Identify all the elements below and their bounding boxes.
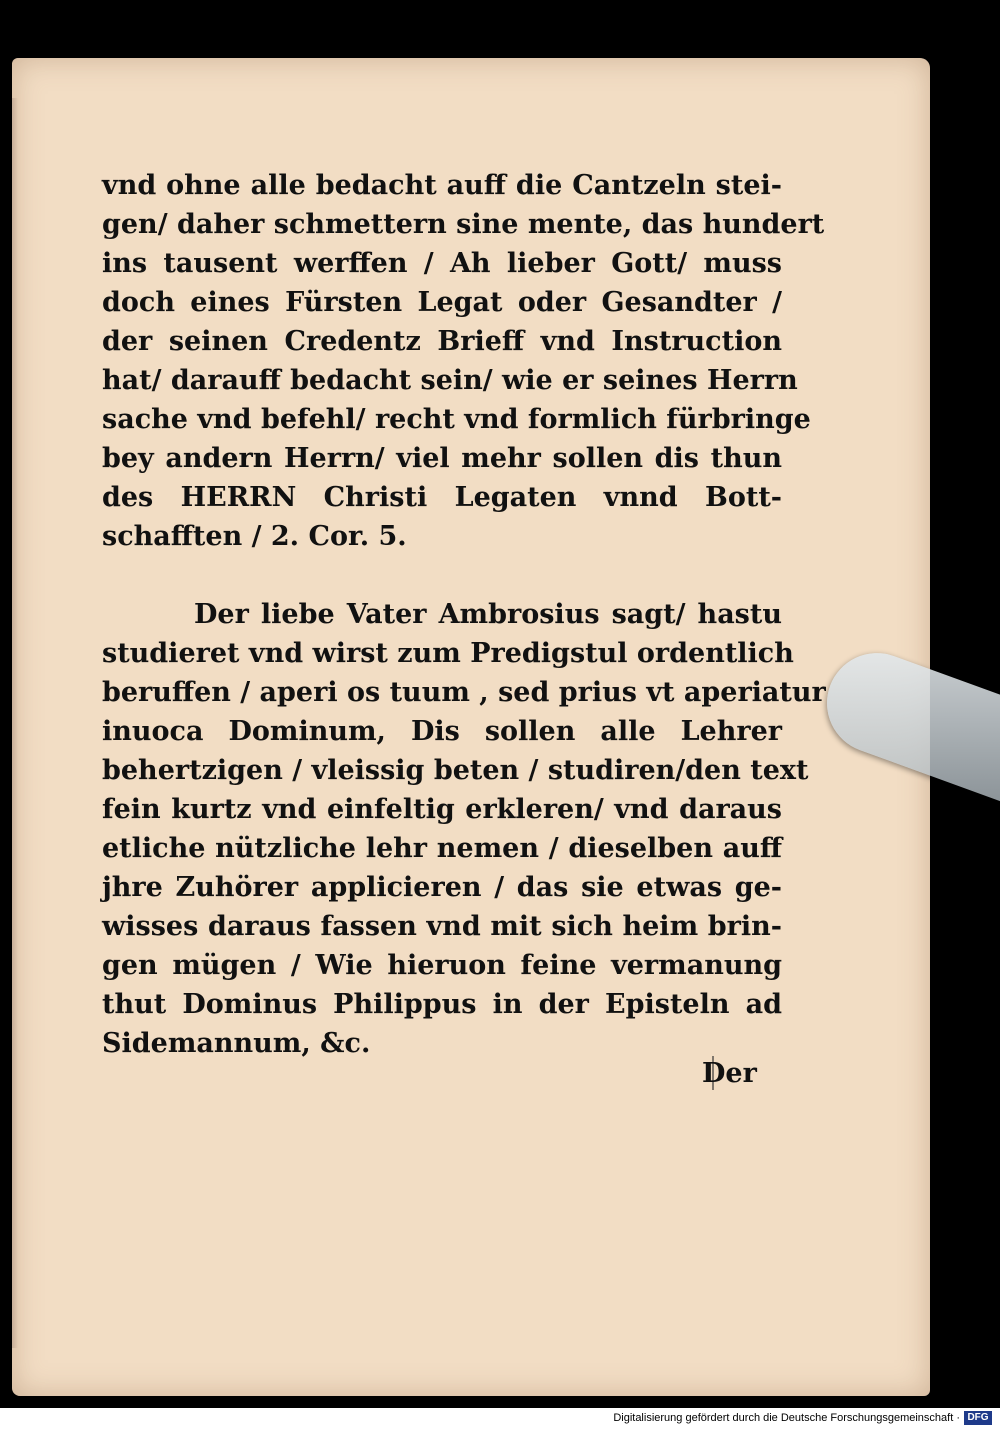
book-page <box>12 58 930 1396</box>
page-edge-shadow <box>12 98 18 1348</box>
text-line: wisses daraus fassen vnd mit sich heim brin- <box>102 911 782 942</box>
text-line: bey andern Herrn/ viel mehr sollen dis thun <box>102 443 782 474</box>
text-line: Der liebe Vater Ambrosius sagt/ hastu <box>194 599 782 630</box>
text-line: inuoca Dominum, Dis sollen alle Lehrer <box>102 716 782 747</box>
text-line: gen mügen / Wie hieruon feine vermanung <box>102 950 782 981</box>
page-text-block <box>102 166 826 1063</box>
text-line: etliche nützliche lehr nemen / dieselben auff <box>102 833 782 864</box>
text-line: der seinen Credentz Brieff vnd Instruction <box>102 326 782 357</box>
text-line: beruffen / aperi os tuum , sed prius vt aperiatur <box>102 677 826 708</box>
text-line: vnd ohne alle bedacht auff die Cantzeln stei- <box>102 170 782 201</box>
text-line: gen/ daher schmettern sine mente, das hundert <box>102 209 825 240</box>
text-line: des HERRN Christi Legaten vnnd Bott- <box>102 482 782 513</box>
text-line: hat/ darauff bedacht sein/ wie er seines Herrn <box>102 365 798 396</box>
text-line: Sidemannum, &c. <box>102 1028 371 1059</box>
footer-bar <box>0 1408 1000 1430</box>
text-line: doch eines Fürsten Legat oder Gesandter / <box>102 287 782 318</box>
dfg-logo-icon[interactable]: DFG <box>964 1411 992 1425</box>
text-line: studieret vnd wirst zum Predigstul ordentlich <box>102 638 794 669</box>
text-line: sache vnd befehl/ recht vnd formlich fürbringe <box>102 404 811 435</box>
paragraph-gap <box>102 556 782 595</box>
text-line: behertzigen / vleissig beten / studiren/den text <box>102 755 809 786</box>
footer-credit: Digitalisierung gefördert durch die Deutsche Forschungsgemeinschaft · <box>613 1412 960 1424</box>
text-line: schafften / 2. Cor. 5. <box>102 521 407 552</box>
text-line: ins tausent werffen / Ah lieber Gott/ muss <box>102 248 782 279</box>
text-line: fein kurtz vnd einfeltig erkleren/ vnd daraus <box>102 794 782 825</box>
text-line: thut Dominus Philippus in der Episteln ad <box>102 989 782 1020</box>
catchword: Der <box>702 1058 757 1089</box>
text-line: jhre Zuhörer applicieren / das sie etwas ge- <box>102 872 782 903</box>
